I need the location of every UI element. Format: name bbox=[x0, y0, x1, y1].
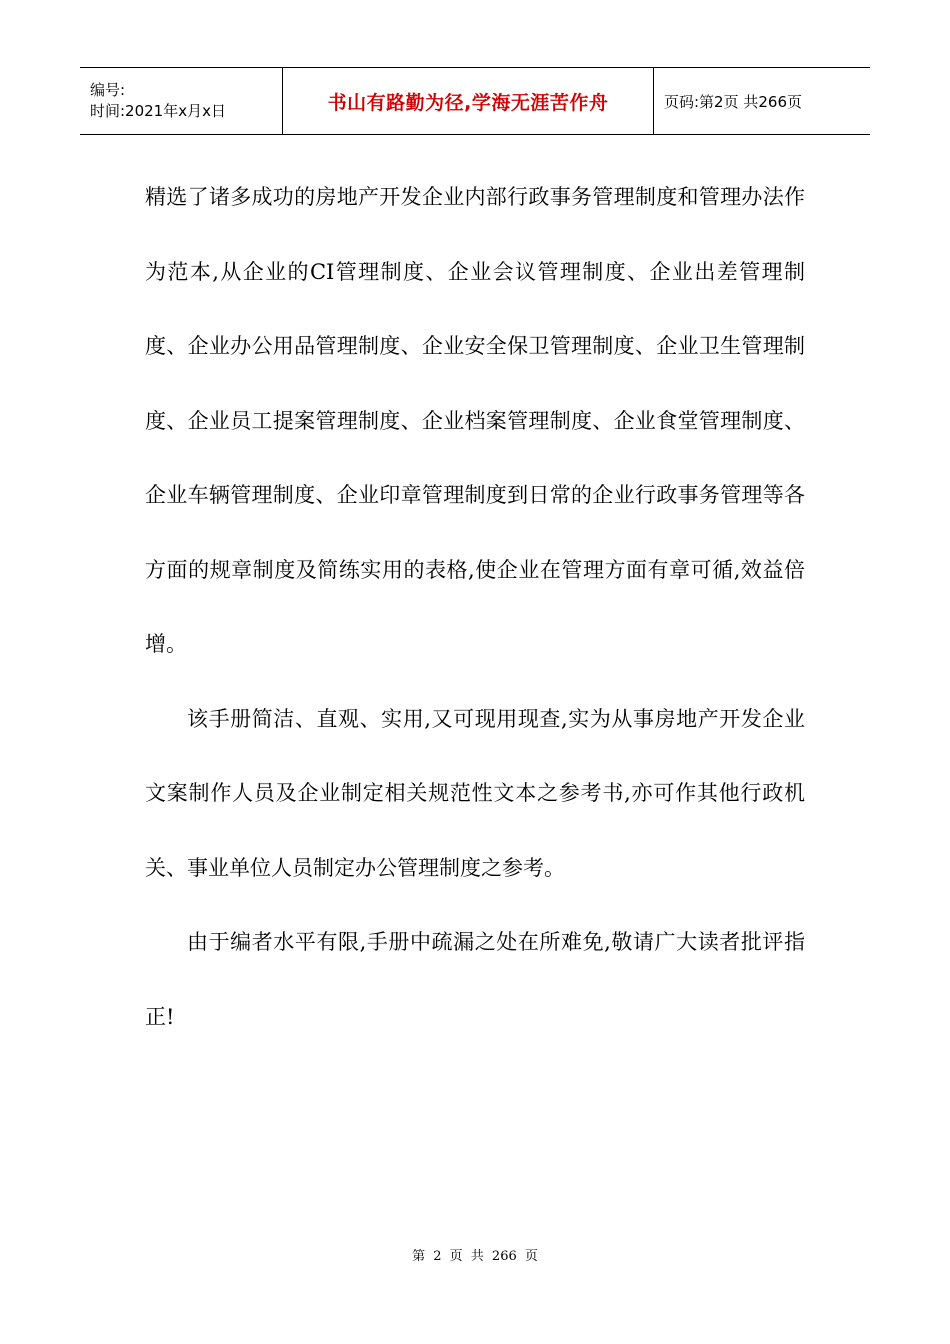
paragraph-usage: 该手册简洁、直观、实用,又可现用现查,实为从事房地产开发企业文案制作人员及企业制定相关规范性文本之参考书,亦可作其他行政机关、事业单位人员制定办公管理制度之参考。 bbox=[145, 706, 805, 880]
header-page-info bbox=[654, 68, 870, 134]
header-meta bbox=[80, 68, 282, 134]
page-header bbox=[80, 67, 870, 135]
header-motto bbox=[282, 68, 654, 134]
page-footer bbox=[0, 1245, 950, 1264]
document-body bbox=[145, 160, 805, 1054]
page-info-text: 页码:第2页 共266页 bbox=[664, 92, 802, 111]
time-label: 时间:2021年x月x日 bbox=[90, 102, 226, 120]
paragraph-intro-continued: 精选了诸多成功的房地产开发企业内部行政事务管理制度和管理办法作为范本,从企业的CI管理制度、企业会议管理制度、企业出差管理制度、企业办公用品管理制度、企业安全保卫管理制度、企业卫生管理制度、企业员工提案管理制度、企业档案管理制度、企业食堂管理制度、企业车辆管理制度、企业印章管理制度到日常的企业行政事务管理等各方面的规章制度及简练实用的表格,使企业在管理方面有章可循,效益倍增。 bbox=[145, 185, 805, 656]
number-label: 编号: bbox=[90, 81, 126, 99]
footer-page-number: 第 2 页 共 266 页 bbox=[412, 1249, 538, 1264]
motto-text: 书山有路勤为径,学海无涯苦作舟 bbox=[327, 91, 609, 114]
paragraph-closing: 由于编者水平有限,手册中疏漏之处在所难免,敬请广大读者批评指正! bbox=[145, 930, 805, 1029]
